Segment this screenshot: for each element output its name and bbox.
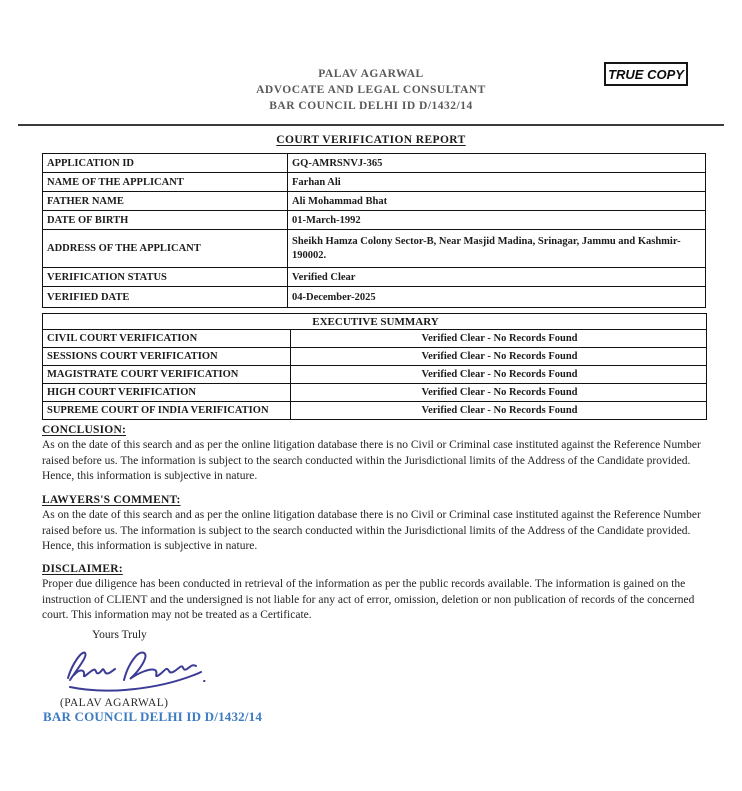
row-label: CIVIL COURT VERIFICATION [43,330,291,348]
row-label: APPLICATION ID [43,154,288,173]
table-row [43,366,707,384]
bar-council-id-line: BAR COUNCIL DELHI ID D/1432/14 [43,709,263,724]
header-divider [18,124,724,126]
row-label: SESSIONS COURT VERIFICATION [43,348,291,366]
row-value: GQ-AMRSNVJ-365 [288,154,706,173]
lawyers-comment-body: As on the date of this search and as per the online litigation database there is no Civil or Criminal case instituted against the Reference Number raised before us. The information is subject to the search conducted within the Jurisdictional limits of the Address of the Candidate provided. Hence, this information is subjective in nature. [42,509,701,553]
conclusion-body: As on the date of this search and as per the online litigation database there is no Civil or Criminal case instituted against the Reference Number raised before us. The information is subject to the search conducted within the Jurisdictional limits of the Address of the Candidate provided. Hence, this information is subjective in nature. [42,439,701,483]
table-row [43,348,707,366]
letterhead-bar-id: BAR COUNCIL DELHI ID D/1432/14 [269,100,473,112]
row-value: Verified Clear [288,268,706,287]
summary-title: EXECUTIVE SUMMARY [43,314,707,330]
row-value: Farhan Ali [288,173,706,192]
table-row [43,330,707,348]
signatory-name: (PALAV AGARWAL) [60,697,169,709]
row-value: Ali Mohammad Bhat [288,192,706,211]
disclaimer-body: Proper due diligence has been conducted in retrieval of the information as per the public records available. The information is gained on the instruction of CLIENT and the undersigned is not liable for any act of error, omission, deletion or non publication of records of the concerned court. This information may not be treated as a Certificate. [42,578,695,622]
table-row [43,211,706,230]
table-row [43,230,706,268]
table-row [43,173,706,192]
applicant-details-table [42,153,706,308]
row-value: Verified Clear - No Records Found [291,348,707,366]
row-value: Verified Clear - No Records Found [291,384,707,402]
table-row [43,268,706,287]
lawyers-comment-heading: LAWYERS'S COMMENT: [42,494,181,506]
row-label: MAGISTRATE COURT VERIFICATION [43,366,291,384]
table-row [43,402,707,420]
table-header-row [43,314,707,330]
handwritten-signature-icon [58,644,210,702]
table-row [43,287,706,308]
row-value: Verified Clear - No Records Found [291,366,707,384]
row-value: Verified Clear - No Records Found [291,330,707,348]
row-label: SUPREME COURT OF INDIA VERIFICATION [43,402,291,420]
report-title: COURT VERIFICATION REPORT [276,134,466,146]
executive-summary-table [42,313,707,420]
row-label: DATE OF BIRTH [43,211,288,230]
row-label: HIGH COURT VERIFICATION [43,384,291,402]
row-value: 01-March-1992 [288,211,706,230]
disclaimer-heading: DISCLAIMER: [42,563,123,575]
closing-text: Yours Truly [92,629,147,641]
row-label: FATHER NAME [43,192,288,211]
letterhead-designation: ADVOCATE AND LEGAL CONSULTANT [256,84,486,96]
row-value: Sheikh Hamza Colony Sector-B, Near Masjid Madina, Srinagar, Jammu and Kashmir-190002. [288,230,706,268]
conclusion-heading: CONCLUSION: [42,424,126,436]
row-label: VERIFICATION STATUS [43,268,288,287]
table-row [43,384,707,402]
row-label: VERIFIED DATE [43,287,288,308]
table-row [43,192,706,211]
true-copy-stamp [604,62,688,86]
row-value: 04-December-2025 [288,287,706,308]
row-value: Verified Clear - No Records Found [291,402,707,420]
letterhead-name: PALAV AGARWAL [318,68,424,80]
table-row [43,154,706,173]
row-label: ADDRESS OF THE APPLICANT [43,230,288,268]
true-copy-stamp-label: TRUE COPY [608,66,684,82]
row-label: NAME OF THE APPLICANT [43,173,288,192]
